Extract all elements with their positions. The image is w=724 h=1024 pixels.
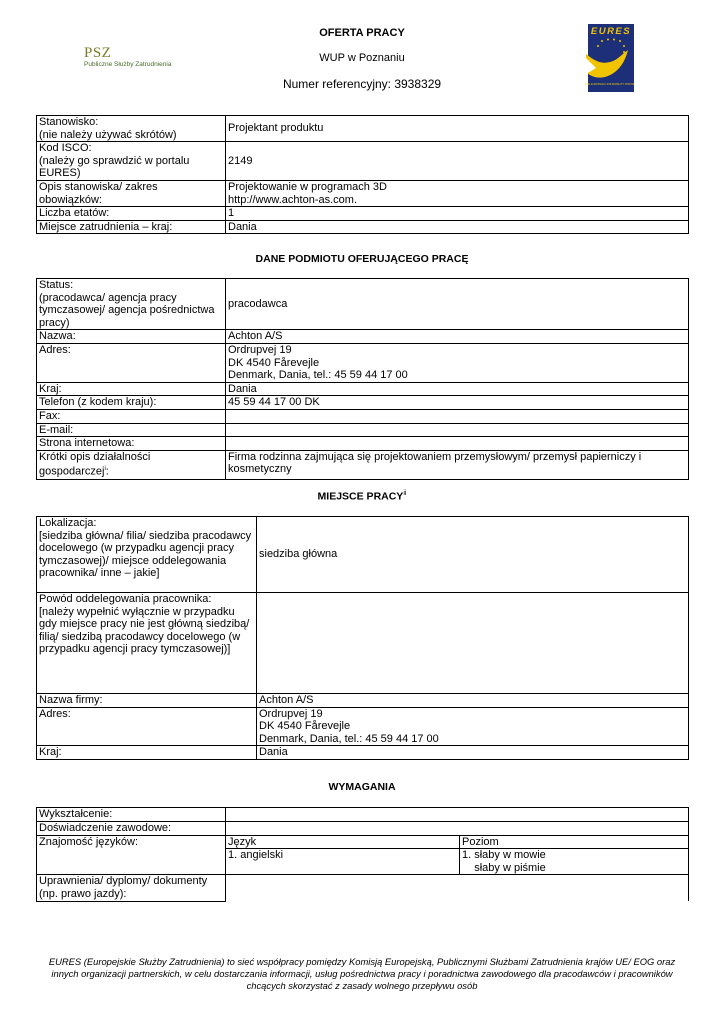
table-row [37,707,689,746]
requirements-section-title: WYMAGANIA [328,781,396,793]
country-label: Miejsce zatrudnienia – kraj: [37,220,226,234]
table-row [37,142,689,181]
delegation-reason-label: Powód oddelegowania pracownika: [należy wypełnić wyłącznie w przypadku gdy miejsce pracy nie jest główną siedzibą/ filią/ siedzibą pracodawcy docelowego (w przypadku agencji pracy tymczasowej)] [37,593,257,694]
position-value: Projektant produktu [226,116,689,142]
table-row [37,437,689,451]
psz-logo-subtitle: Publiczne Służby Zatrudnienia [84,61,172,68]
table-row [37,822,689,836]
status-label: Status: (pracodawca/ agencja pracy tymczasowej/ agencja pośrednictwa pracy) [37,279,226,330]
employer-address-label: Adres: [37,343,226,382]
table-row [37,116,689,142]
licenses-label: Uprawnienia/ dyplomy/ dokumenty (np. prawo jazdy): [37,875,226,901]
document-title: OFERTA PRACY [319,27,405,39]
job-description-label: Opis stanowiska/ zakres obowiązków: [37,180,226,206]
document-header [0,0,724,110]
workplace-section-title: MIEJSCE PRACY$^{ii}$ [317,490,407,503]
experience-label: Doświadczenie zawodowe: [37,822,226,836]
phone-label: Telefon (z kodem kraju): [37,396,226,410]
table-row [37,382,689,396]
workplace-address-value: Ordrupvej 19 DK 4540 Fårevejle Denmark, Dania, tel.: 45 59 44 17 00 [257,707,689,746]
business-description-value: Firma rodzinna zajmująca się projektowaniem przemysłowym/ przemysł papierniczy i kosmetyczny [226,450,689,479]
table-row [37,835,689,849]
website-label: Strona internetowa: [37,437,226,451]
table-row [37,343,689,382]
positions-count-value: 1 [226,207,689,221]
table-row [37,875,689,901]
table-row [37,207,689,221]
location-label: Lokalizacja: [siedziba główna/ filia/ siedziba pracodawcy docelowego (w przypadku agencji pracy tymczasowej)/ miejsce oddelegowania pracownika/ inne – jakie] [37,517,257,593]
position-label: Stanowisko: (nie należy używać skrótów) [37,116,226,142]
table-row [37,330,689,344]
workplace-country-label: Kraj: [37,746,257,760]
location-value: siedziba główna [257,517,689,593]
company-name-value: Achton A/S [257,694,689,708]
table-row [37,517,689,593]
workplace-country-value: Dania [257,746,689,760]
table-row [37,409,689,423]
language-column-header: Język [226,835,460,849]
employer-section-title: DANE PODMIOTU OFERUJĄCEGO PRACĘ [255,253,469,265]
education-label: Wykształcenie: [37,808,226,822]
workplace-address-label: Adres: [37,707,257,746]
isco-label: Kod ISCO: (należy go sprawdzić w portalu EURES) [37,142,226,181]
footer-note: EURES (Europejskie Służby Zatrudnienia) to sieć współpracy pomiędzy Komisją Europejską, Publicznymi Służbami Zatrudnienia krajów UE/ EOG oraz innych organizacji partnerskich, w celu dostarczania informacji, usług pośrednictwa pracy i poradnictwa zawodowego dla pracodawców i pracowników chcących skorzystać z zasady wolnego przepływu osób [48,956,676,991]
level-column-header: Poziom [460,835,689,849]
table-row [37,694,689,708]
psz-logo-mark: PSZ [84,45,112,61]
delegation-reason-value [257,593,689,694]
reference-number: Numer referencyjny: 3938329 [282,77,442,91]
employer-country-value: Dania [226,382,689,396]
positions-count-label: Liczba etatów: [37,207,226,221]
job-description-value: Projektowanie w programach 3D http://www.achton-as.com. [226,180,689,206]
licenses-value [226,875,689,901]
employer-country-label: Kraj: [37,382,226,396]
business-description-label: Krótki opis działalności gospodarczej$^i$: [37,450,226,479]
experience-value [226,822,689,836]
eures-logo-text: EURES [590,26,632,37]
requirements-table [36,807,689,902]
level-value: 1. słaby w mowie słaby w piśmie [460,849,689,875]
table-row [37,220,689,234]
table-row [37,808,689,822]
table-row [37,423,689,437]
status-value: pracodawca [226,279,689,330]
eures-logo [582,24,634,92]
position-table [36,115,689,234]
website-value [226,437,689,451]
company-name-label: Nazwa firmy: [37,694,257,708]
languages-label: Znajomość języków: [37,835,226,875]
fax-label: Fax: [37,409,226,423]
employer-name-value: Achton A/S [226,330,689,344]
table-row [37,279,689,330]
email-value [226,423,689,437]
table-row [37,396,689,410]
country-value: Dania [226,220,689,234]
table-row [37,450,689,479]
fax-value [226,409,689,423]
office-name: WUP w Poznaniu [319,52,405,64]
employer-name-label: Nazwa: [37,330,226,344]
eures-logo-subtitle: THE EUROPEAN JOB MOBILITY PORTAL [585,83,634,86]
table-row [37,180,689,206]
language-value: 1. angielski [226,849,460,875]
email-label: E-mail: [37,423,226,437]
phone-value: 45 59 44 17 00 DK [226,396,689,410]
table-row [37,746,689,760]
education-value [226,808,689,822]
workplace-table [36,516,689,760]
employer-table [36,278,689,480]
table-row [37,593,689,694]
employer-address-value: Ordrupvej 19 DK 4540 Fårevejle Denmark, Dania, tel.: 45 59 44 17 00 [226,343,689,382]
isco-value: 2149 [226,142,689,181]
